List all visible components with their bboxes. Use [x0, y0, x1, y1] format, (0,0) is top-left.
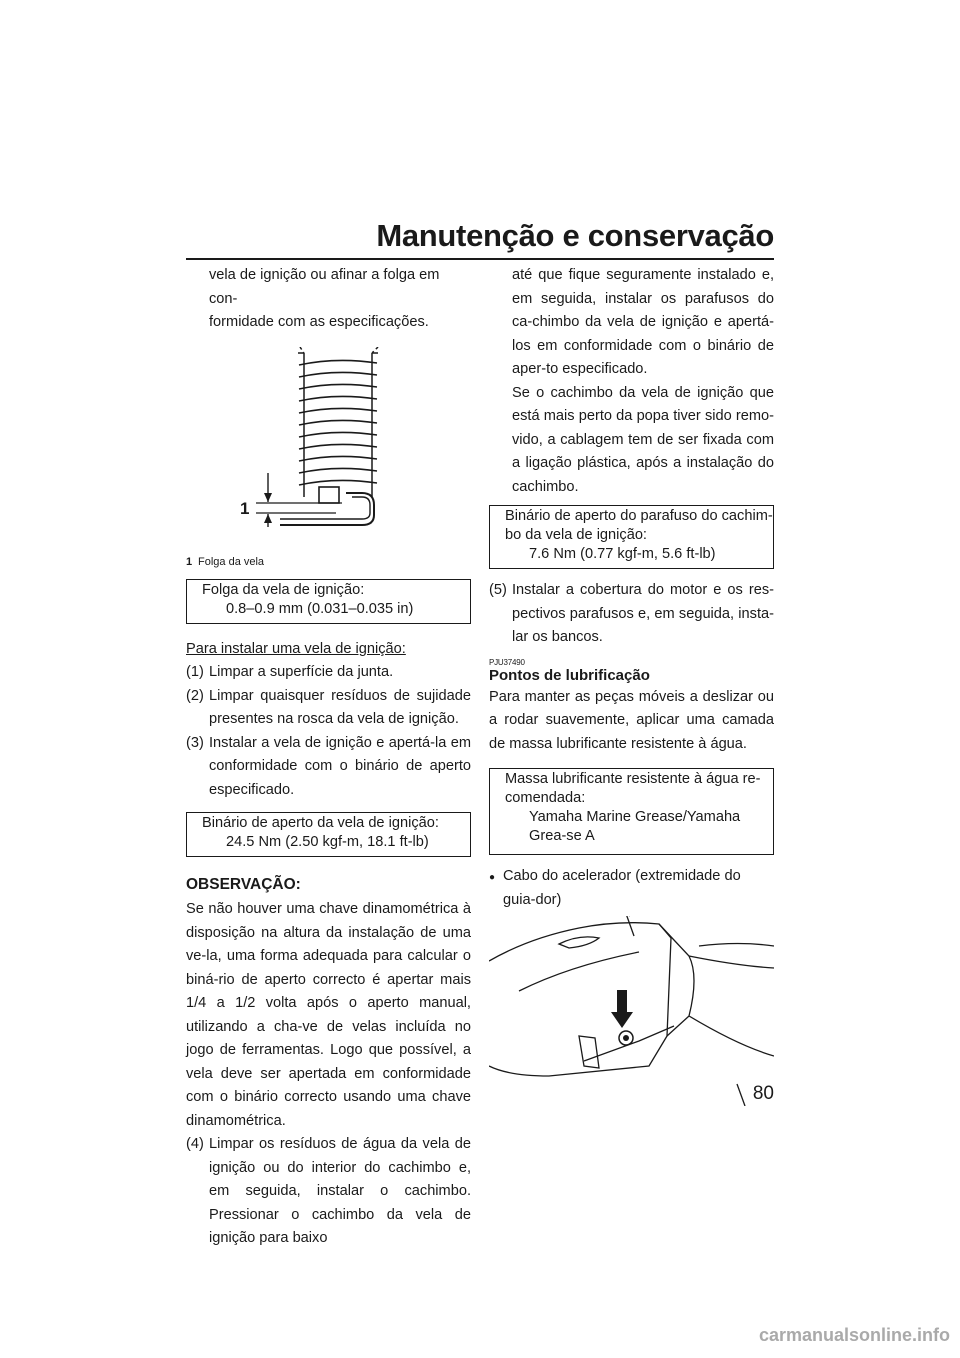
step-4: [186, 1133, 471, 1251]
page-number: 80: [752, 1083, 774, 1104]
bullet-item: [489, 865, 774, 912]
caption-number: 1: [186, 555, 193, 568]
note-text: Se não houver uma chave dinamométrica à disposição na altura da instalação de uma ve-la, uma forma adequada para calcular o biná-rio de aperto correcto é apertar mais 1/4 a 1/2 volta após o aperto manual, utilizando a cha-ve de velas incluída no jogo de ferramentas. Logo que possível, a vela deve ser apertada em conformidade com o binário correcto usando uma chave dinamométrica.: [186, 901, 471, 1129]
spark-plug-figure: [186, 347, 471, 527]
step-2: [186, 685, 471, 732]
step4-continued: até que fique seguramente instalado e, em seguida, instalar os parafusos do ca-chimbo da vela de ignição e apertá-los em conformidade com o binário de aper-to especificado.: [512, 267, 774, 377]
step-text: Limpar quaisquer resíduos de sujidade presentes na rosca da vela de ignição.: [209, 687, 471, 727]
section-code: PJU37490: [489, 657, 525, 667]
figure-caption: [186, 555, 471, 569]
torque-spec-label: Binário de aperto da vela de ignição:: [202, 815, 439, 831]
cap-spec-label: Binário de aperto do parafuso do cachim-bo da vela de ignição:: [505, 508, 773, 543]
grease-spec-value: Yamaha Marine Grease/Yamaha Grea-se A: [529, 809, 741, 844]
intro-text: vela de ignição ou afinar a folga em con- formidade com as especificações.: [209, 267, 440, 330]
step-3: [186, 732, 471, 803]
left-column: [186, 264, 471, 1251]
step-1: [186, 661, 471, 685]
step4-paragraph-2: Se o cachimbo da vela de ignição que está mais perto da popa tiver sido remo-vido, a cablagem tem de ser fixada com a ligação plástica, após a instalação do cachimbo.: [512, 384, 774, 495]
step-text: Limpar a superfície da junta.: [209, 664, 394, 680]
header-rule: [186, 258, 774, 260]
gap-spec-box: [186, 579, 471, 624]
step-text: Instalar a vela de ignição e apertá-la em conformidade com o binário de aperto especificado.: [209, 734, 471, 798]
step-number: (2): [186, 687, 204, 704]
bullet-text: Cabo do acelerador (extremidade do guia-dor): [503, 868, 741, 908]
caption-text: Folga da vela: [198, 555, 265, 568]
cap-spec-value: 7.6 Nm (0.77 kgf-m, 5.6 ft-lb): [529, 546, 716, 562]
gap-spec-value: 0.8–0.9 mm (0.031–0.035 in): [226, 600, 414, 617]
bullet-dot-icon: ●: [489, 872, 496, 883]
step-number: (1): [186, 664, 204, 680]
step-5: [489, 579, 774, 650]
spark-plug-illustration: [186, 347, 471, 527]
figure-callout-1: 1: [240, 498, 250, 518]
throttle-cable-illustration: [489, 916, 774, 1106]
step-number: (4): [186, 1136, 204, 1152]
section-title: Pontos de lubrificação: [489, 666, 650, 684]
step-number: (5): [489, 582, 507, 598]
note-title: OBSERVAÇÃO:: [186, 876, 301, 893]
grease-spec-label: Massa lubrificante resistente à água re-comendada:: [505, 771, 761, 806]
step-text: Limpar os resíduos de água da vela de ignição ou do interior do cachimbo e, em seguida, instalar o cachimbo. Pressionar o cachimbo da vela de ignição para baixo: [209, 1136, 471, 1246]
install-heading: Para instalar uma vela de ignição:: [186, 640, 406, 657]
step-text: Instalar a cobertura do motor e os res-pectivos parafusos e, em seguida, insta-lar os bancos.: [512, 582, 774, 645]
page-title: Manutenção e conservação: [376, 218, 774, 253]
section-text: Para manter as peças móveis a deslizar ou a rodar suavemente, aplicar uma camada de massa lubrificante resistente à água.: [489, 688, 774, 752]
right-column: [489, 264, 774, 1115]
gap-spec-label: Folga da vela de ignição:: [202, 581, 365, 598]
torque-spec-box: [186, 812, 471, 857]
grease-spec-box: [489, 768, 774, 855]
torque-spec-value: 24.5 Nm (2.50 kgf-m, 18.1 ft-lb): [226, 834, 429, 850]
watermark: carmanualsonline.info: [758, 1325, 950, 1345]
step-number: (3): [186, 734, 204, 751]
cap-spec-box: [489, 505, 774, 569]
